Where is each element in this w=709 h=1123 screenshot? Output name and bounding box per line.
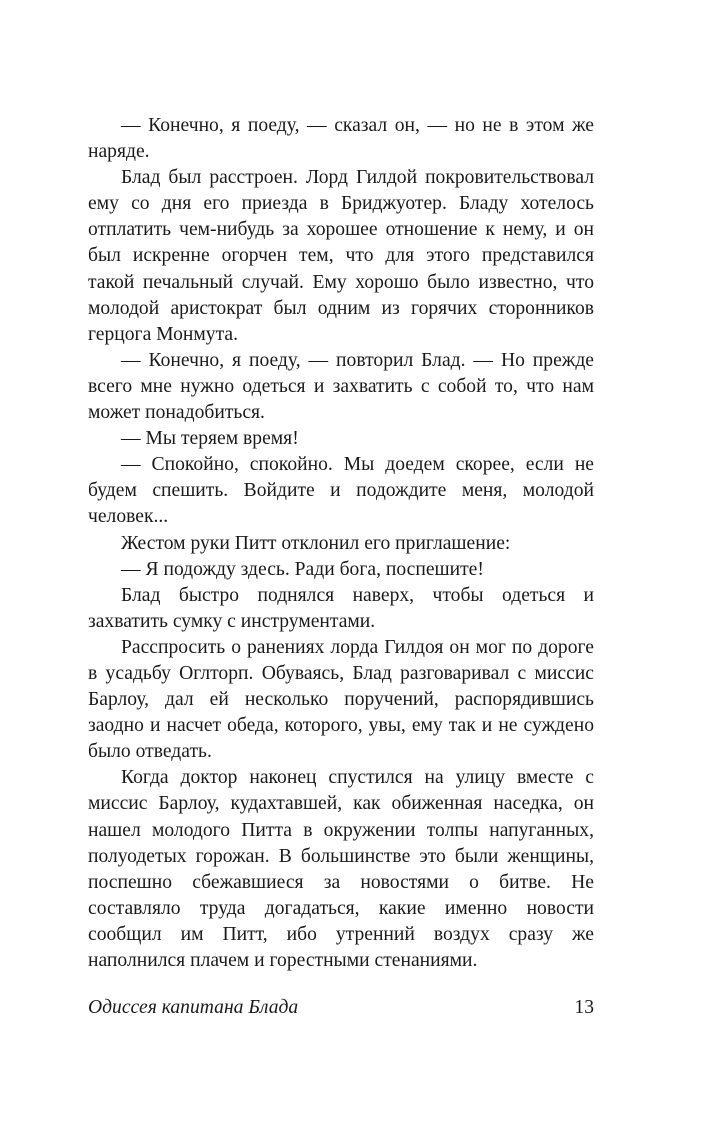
paragraph: Блад быстро поднялся наверх, чтобы одеться и захватить сумку с инструментами. — [88, 584, 594, 632]
paragraph: Жестом руки Питт отклонил его приглашение: — [121, 532, 511, 554]
main-text — [88, 113, 594, 974]
paragraph: — Конечно, я поеду, — сказал он, — но не в этом же наряде. — [88, 115, 594, 163]
paragraph: Расспросить о ранениях лорда Гилдоя он мог по дороге в усадьбу Оглторп. Обуваясь, Блад разговаривал с миссис Барлоу, дал ей несколько поручений, распорядившись заодно и насчет обеда, которого, увы, ему так и не суждено было отведать. — [88, 636, 594, 763]
page-number: 13 — [574, 997, 594, 1018]
paragraph: — Мы теряем время! — [121, 428, 299, 450]
paragraph: — Я подожду здесь. Ради бога, поспешите! — [121, 558, 484, 580]
paragraph: Когда доктор наконец спустился на улицу вместе с миссис Барлоу, кудахтавшей, как обиженная наседка, он нашел молодого Питта в окружении толпы напуганных, полуодетых горожан. В большинстве это были женщины, поспешно сбежавшиеся за новостями о битве. Не составляло труда догадаться, какие именно новости сообщил им Питт, ибо утренний воздух сразу же наполнился плачем и горестными стенаниями. — [88, 767, 594, 971]
running-title: Одиссея капитана Блада — [88, 997, 299, 1018]
paragraph: — Конечно, я поеду, — повторил Блад. — Но прежде всего мне нужно одеться и захватить с собой то, что нам может понадобиться. — [88, 349, 594, 424]
paragraph: — Спокойно, спокойно. Мы доедем скорее, если не будем спешить. Войдите и подождите меня, молодой человек... — [88, 454, 594, 528]
paragraph: Блад был расстроен. Лорд Гилдой покровительствовал ему со дня его приезда в Бриджуотер. Бладу хотелось отплатить чем-нибудь за хорошее отношение к нему, и он был искренне огорчен тем, что для этого представился такой печальный случай. Ему хорошо было известно, что молодой аристократ был одним из горячих сторонников герцога Монмута. — [88, 167, 594, 345]
